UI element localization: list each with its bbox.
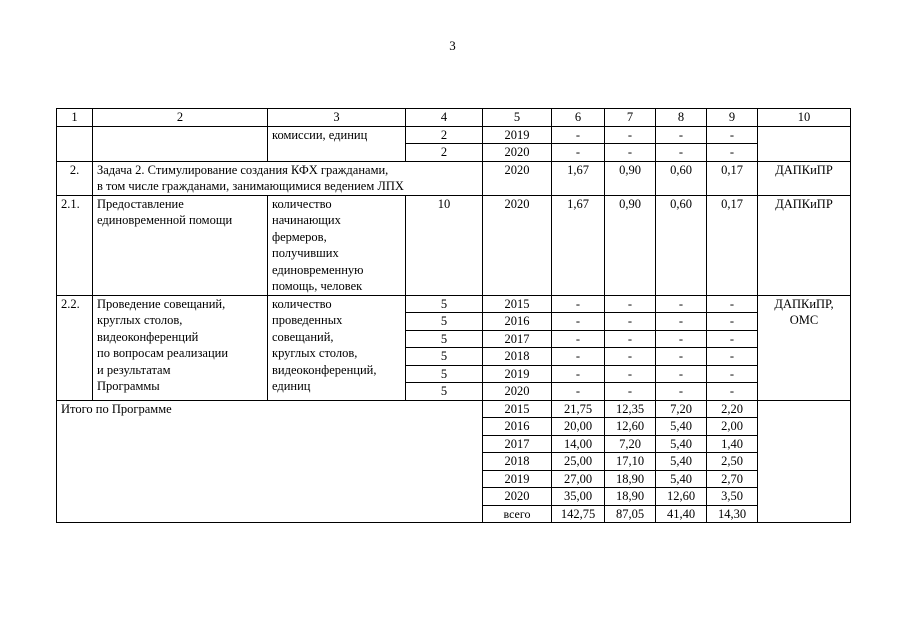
value-cell: -: [707, 330, 758, 348]
indicator-cell-line: совещаний,: [272, 329, 334, 344]
value-cell: 1,67: [552, 161, 605, 195]
header-row: [57, 109, 851, 127]
value-cell: 27,00: [552, 470, 605, 488]
value-cell: 2,70: [707, 470, 758, 488]
value-cell: -: [707, 348, 758, 366]
year-cell: 2020: [483, 195, 552, 295]
year-cell: 2015: [483, 295, 552, 313]
value-cell: 14,30: [707, 505, 758, 523]
year-cell: 2020: [483, 383, 552, 401]
value-cell: 2: [406, 144, 483, 162]
name-cell-line: по вопросам реализации: [97, 346, 229, 360]
value-cell: 3,50: [707, 488, 758, 506]
value-cell: -: [605, 348, 656, 366]
value-cell: -: [707, 383, 758, 401]
header-cell: 5: [483, 109, 552, 127]
name-cell: [93, 295, 268, 400]
value-cell: 12,35: [605, 400, 656, 418]
header-cell: 2: [93, 109, 268, 127]
indicator-cell-line: количество: [272, 196, 332, 211]
value-cell: 0,90: [605, 195, 656, 295]
value-cell: -: [605, 144, 656, 162]
header-cell: 9: [707, 109, 758, 127]
value-cell: -: [552, 313, 605, 331]
header-cell: 6: [552, 109, 605, 127]
name-cell-line: единовременной помощи: [97, 213, 233, 227]
value-cell: 0,17: [707, 161, 758, 195]
name-cell-line: и результатам: [97, 362, 171, 377]
year-cell: 2020: [483, 144, 552, 162]
executor-cell: ДАПКиПР: [758, 195, 851, 295]
year-cell: 2015: [483, 400, 552, 418]
value-cell: 2,20: [707, 400, 758, 418]
value-cell: -: [552, 330, 605, 348]
task-title-line: Задача 2. Стимулирование создания КФХ гражданами,: [97, 162, 389, 177]
value-cell: 35,00: [552, 488, 605, 506]
name-cell-line: Предоставление: [97, 196, 184, 211]
value-cell: -: [552, 126, 605, 144]
indicator-cell-line: видеоконференций,: [272, 362, 377, 377]
num-cell: 2.2.: [57, 295, 93, 400]
value-cell: 0,60: [656, 195, 707, 295]
value-cell: -: [707, 313, 758, 331]
header-cell: 3: [268, 109, 406, 127]
value-cell: 12,60: [656, 488, 707, 506]
value-cell: 5: [406, 348, 483, 366]
value-cell: 18,90: [605, 488, 656, 506]
value-cell: -: [552, 383, 605, 401]
name-cell-line: Программы: [97, 379, 160, 393]
value-cell: 18,90: [605, 470, 656, 488]
indicator-cell-line: проведенных: [272, 313, 343, 327]
year-cell: 2020: [483, 161, 552, 195]
header-cell: 1: [57, 109, 93, 127]
value-cell: -: [656, 330, 707, 348]
page-number: 3: [449, 38, 456, 53]
value-cell: 2,00: [707, 418, 758, 436]
value-cell: 87,05: [605, 505, 656, 523]
indicator-cell: комиссии, единиц: [268, 126, 406, 161]
value-cell: 0,60: [656, 161, 707, 195]
value-cell: -: [656, 365, 707, 383]
name-cell: [93, 126, 268, 161]
total-label: Итого по Программе: [57, 400, 483, 523]
year-cell: 2016: [483, 418, 552, 436]
indicator-cell: [268, 295, 406, 400]
value-cell: 10: [406, 195, 483, 295]
value-cell: -: [552, 348, 605, 366]
value-cell: -: [656, 295, 707, 313]
value-cell: 5,40: [656, 470, 707, 488]
executor-cell: ДАПКиПР: [758, 161, 851, 195]
value-cell: -: [656, 348, 707, 366]
value-cell: -: [605, 295, 656, 313]
indicator-cell: [268, 195, 406, 295]
indicator-cell-line: помощь, человек: [272, 279, 363, 293]
task-title-line: в том числе гражданами, занимающимися ведением ЛПХ: [97, 179, 404, 193]
value-cell: 7,20: [605, 435, 656, 453]
value-cell: 0,17: [707, 195, 758, 295]
value-cell: 0,90: [605, 161, 656, 195]
year-cell: 2019: [483, 470, 552, 488]
value-cell: 2: [406, 126, 483, 144]
value-cell: -: [656, 313, 707, 331]
value-cell: 1,40: [707, 435, 758, 453]
value-cell: 17,10: [605, 453, 656, 471]
executor-cell: [758, 126, 851, 161]
header-cell: 7: [605, 109, 656, 127]
executor-cell: [758, 295, 851, 400]
executor-cell-line: ДАПКиПР,: [774, 296, 834, 311]
year-cell: 2017: [483, 435, 552, 453]
value-cell: -: [707, 126, 758, 144]
value-cell: -: [656, 383, 707, 401]
value-cell: 12,60: [605, 418, 656, 436]
value-cell: 5: [406, 295, 483, 313]
total-row: [57, 400, 851, 418]
table-row: [57, 195, 851, 295]
value-cell: -: [656, 126, 707, 144]
indicator-cell-line: количество: [272, 296, 332, 311]
value-cell: 5: [406, 365, 483, 383]
value-cell: 20,00: [552, 418, 605, 436]
indicator-cell-line: единиц: [272, 379, 311, 393]
table-row: [57, 295, 851, 313]
value-cell: 25,00: [552, 453, 605, 471]
num-cell: 2.: [57, 161, 93, 195]
executor-cell: [758, 400, 851, 523]
year-cell: всего: [483, 505, 552, 523]
num-cell: 2.1.: [57, 195, 93, 295]
value-cell: -: [605, 383, 656, 401]
value-cell: -: [552, 365, 605, 383]
table-body: [57, 109, 851, 523]
year-cell: 2018: [483, 453, 552, 471]
header-cell: 4: [406, 109, 483, 127]
year-cell: 2020: [483, 488, 552, 506]
indicator-cell-line: круглых столов,: [272, 346, 358, 360]
value-cell: 14,00: [552, 435, 605, 453]
value-cell: -: [707, 365, 758, 383]
value-cell: 5,40: [656, 418, 707, 436]
name-cell-line: Проведение совещаний,: [97, 296, 226, 311]
value-cell: 41,40: [656, 505, 707, 523]
value-cell: 5,40: [656, 453, 707, 471]
table-row: [57, 126, 851, 144]
name-cell: [93, 195, 268, 295]
task-title: [93, 161, 483, 195]
value-cell: -: [707, 144, 758, 162]
value-cell: 7,20: [656, 400, 707, 418]
year-cell: 2016: [483, 313, 552, 331]
value-cell: 5: [406, 383, 483, 401]
value-cell: -: [605, 126, 656, 144]
value-cell: -: [605, 313, 656, 331]
value-cell: 2,50: [707, 453, 758, 471]
value-cell: 5: [406, 330, 483, 348]
indicator-cell-line: получивших: [272, 246, 339, 260]
value-cell: -: [552, 295, 605, 313]
value-cell: 5,40: [656, 435, 707, 453]
value-cell: 1,67: [552, 195, 605, 295]
executor-cell-line: ОМС: [789, 313, 819, 327]
value-cell: 21,75: [552, 400, 605, 418]
name-cell-line: видеоконференций: [97, 329, 199, 344]
program-table: [56, 108, 851, 523]
header-cell: 8: [656, 109, 707, 127]
value-cell: -: [605, 365, 656, 383]
value-cell: -: [552, 144, 605, 162]
value-cell: -: [707, 295, 758, 313]
name-cell-line: круглых столов,: [97, 313, 183, 327]
value-cell: 142,75: [552, 505, 605, 523]
value-cell: 5: [406, 313, 483, 331]
indicator-cell-line: начинающих: [272, 213, 341, 227]
year-cell: 2017: [483, 330, 552, 348]
num-cell: [57, 126, 93, 161]
indicator-cell-line: единовременную: [272, 262, 364, 277]
year-cell: 2019: [483, 126, 552, 144]
value-cell: -: [605, 330, 656, 348]
header-cell: 10: [758, 109, 851, 127]
task-row: [57, 161, 851, 195]
indicator-cell-line: фермеров,: [272, 229, 327, 244]
value-cell: -: [656, 144, 707, 162]
year-cell: 2018: [483, 348, 552, 366]
year-cell: 2019: [483, 365, 552, 383]
